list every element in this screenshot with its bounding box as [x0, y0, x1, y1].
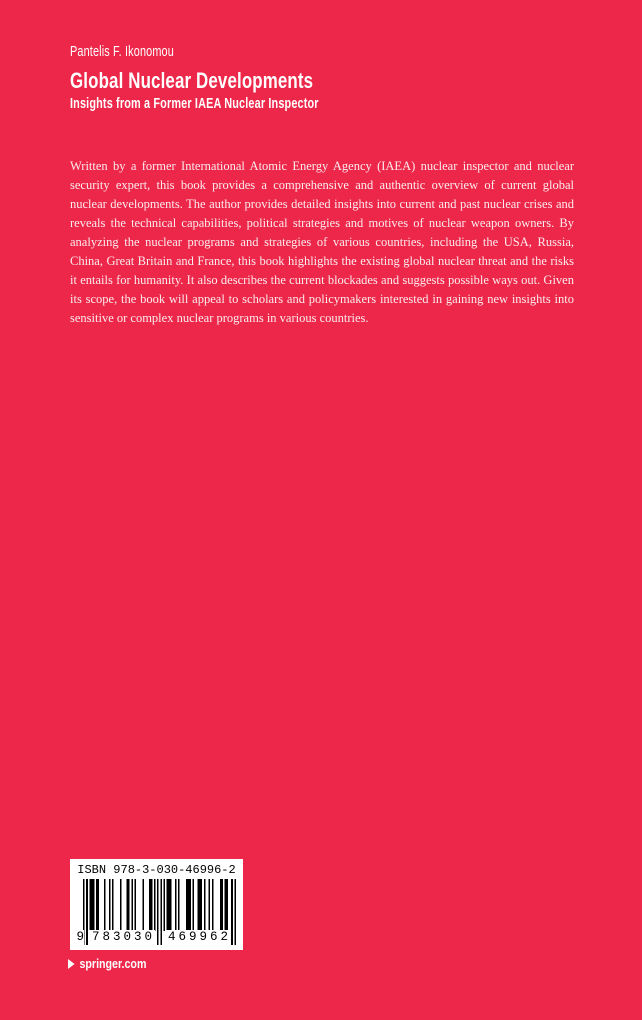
author-name: Pantelis F. Ikonomou	[70, 44, 174, 60]
publisher-footer	[68, 956, 146, 972]
publisher-url: springer.com	[79, 956, 147, 971]
ean-digit-leading: 9	[72, 930, 84, 946]
title-block	[70, 45, 319, 112]
book-title: Global Nuclear Developments	[70, 68, 314, 93]
book-blurb: Written by a former International Atomic Energy Agency (IAEA) nuclear inspector and nuclear security expert, this book provides a comprehensive and authentic overview of current global nuclear developments. The author provides detailed insights into current and past nuclear crises and reveals the technical capabilities, political strategies and motives of nuclear weapon owners. By analyzing the nuclear programs and strategies of various countries, including the USA, Russia, China, Great Britain and France, this book highlights the existing global nuclear threat and the risks it entails for humanity. It also describes the current blockades and suggests possible ways out. Given its scope, the book will appeal to scholars and policymakers interested in gaining new insights into sensitive or complex nuclear programs in various countries.	[70, 158, 574, 325]
ean-digit-group-2: 469962	[165, 930, 231, 946]
book-subtitle: Insights from a Former IAEA Nuclear Inspector	[70, 96, 319, 112]
isbn-label: ISBN 978-3-030-46996-2	[77, 863, 236, 877]
isbn-barcode-panel	[70, 859, 243, 950]
ean-digit-group-1: 783030	[89, 930, 155, 946]
arrow-right-icon	[68, 959, 75, 969]
